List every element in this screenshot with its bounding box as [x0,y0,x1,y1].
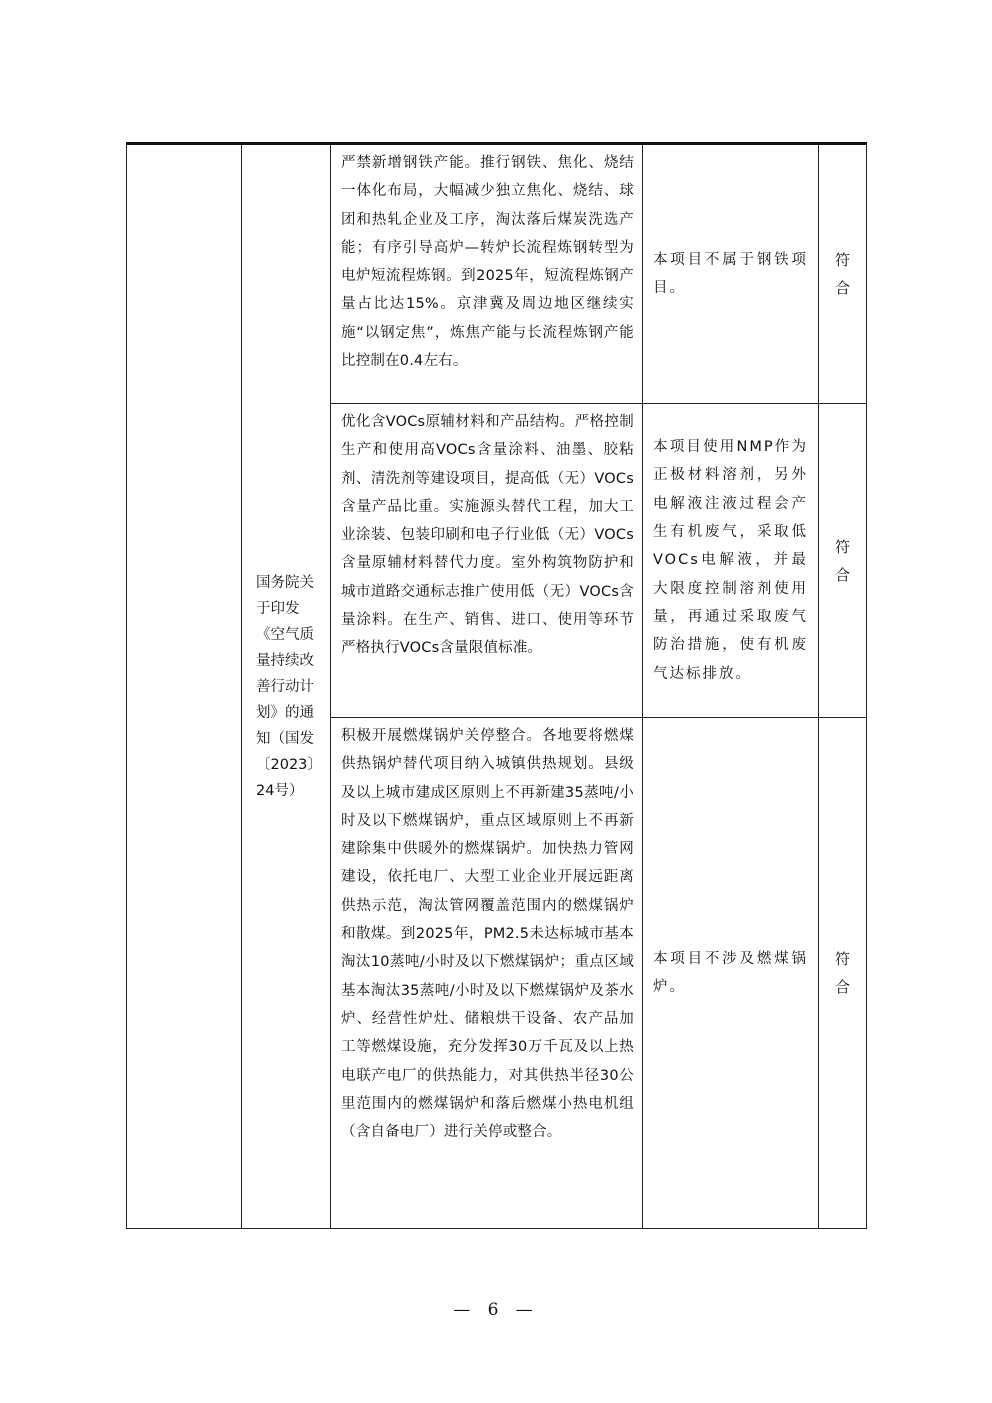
verdict-text: 符合 [834,950,850,996]
page-number: — 6 — [453,1300,539,1320]
category-cell-empty [127,144,242,1229]
policy-document-cell [242,144,331,1229]
project-status-text: 本项目使用NMP作为正极材料溶剂，另外电解液注液过程会产生有机废气，采取低VOCs电解液，并最大限度控制溶剂使用量，再通过采取废气防治措施，使有机废气达标排放。 [653,439,808,682]
verdict-cell [819,144,867,404]
project-status-text: 本项目不涉及燃煤锅炉。 [653,950,808,995]
policy-document-title: 国务院关于印发《空气质量持续改善行动计划》的通知（国发〔2023〕24号） [256,574,315,799]
requirement-cell [331,404,643,718]
requirement-text: 严禁新增钢铁产能。推行钢铁、焦化、烧结一体化布局，大幅减少独立焦化、烧结、球团和热轧企业及工序，淘汰落后煤炭洗选产能；有序引导高炉—转炉长流程炼钢转型为电炉短流程炼钢。到2025年，短流程炼钢产量占比达15%。京津冀及周边地区继续实施“以钢定焦”，炼焦产能与长流程炼钢产能比控制在0.4左右。 [341,155,634,370]
verdict-text: 符合 [834,537,850,584]
requirement-cell [331,144,643,404]
verdict-cell [819,404,867,718]
project-status-cell [643,718,819,1229]
verdict-text: 符合 [834,251,850,297]
verdict-cell [819,718,867,1229]
compliance-table [126,142,867,1229]
project-status-cell [643,404,819,718]
project-status-text: 本项目不属于钢铁项目。 [653,251,808,296]
table-row [127,144,867,404]
requirement-cell [331,718,643,1229]
project-status-cell [643,144,819,404]
requirement-text: 优化含VOCs原辅材料和产品结构。严格控制生产和使用高VOCs含量涂料、油墨、胶粘剂、清洗剂等建设项目，提高低（无）VOCs含量产品比重。实施源头替代工程，加大工业涂装、包装印刷和电子行业低（无）VOCs含量原辅材料替代力度。室外构筑物防护和城市道路交通标志推广使用低（无）VOCs含量涂料。在生产、销售、进口、使用等环节严格执行VOCs含量限值标准。 [341,414,634,657]
requirement-text: 积极开展燃煤锅炉关停整合。各地要将燃煤供热锅炉替代项目纳入城镇供热规划。县级及以上城市建成区原则上不再新建35蒸吨/小时及以下燃煤锅炉，重点区域原则上不再新建除集中供暖外的燃煤锅炉。加快热力管网建设，依托电厂、大型工业企业开展远距离供热示范，淘汰管网覆盖范围内的燃煤锅炉和散煤。到2025年，PM2.5未达标城市基本淘汰10蒸吨/小时及以下燃煤锅炉；重点区域基本淘汰35蒸吨/小时及以下燃煤锅炉及茶水炉、经营性炉灶、储粮烘干设备、农产品加工等燃煤设施，充分发挥30万千瓦及以上热电联产电厂的供热能力，对其供热半径30公里范围内的燃煤锅炉和落后燃煤小热电机组（含自备电厂）进行关停或整合。 [341,728,634,1141]
